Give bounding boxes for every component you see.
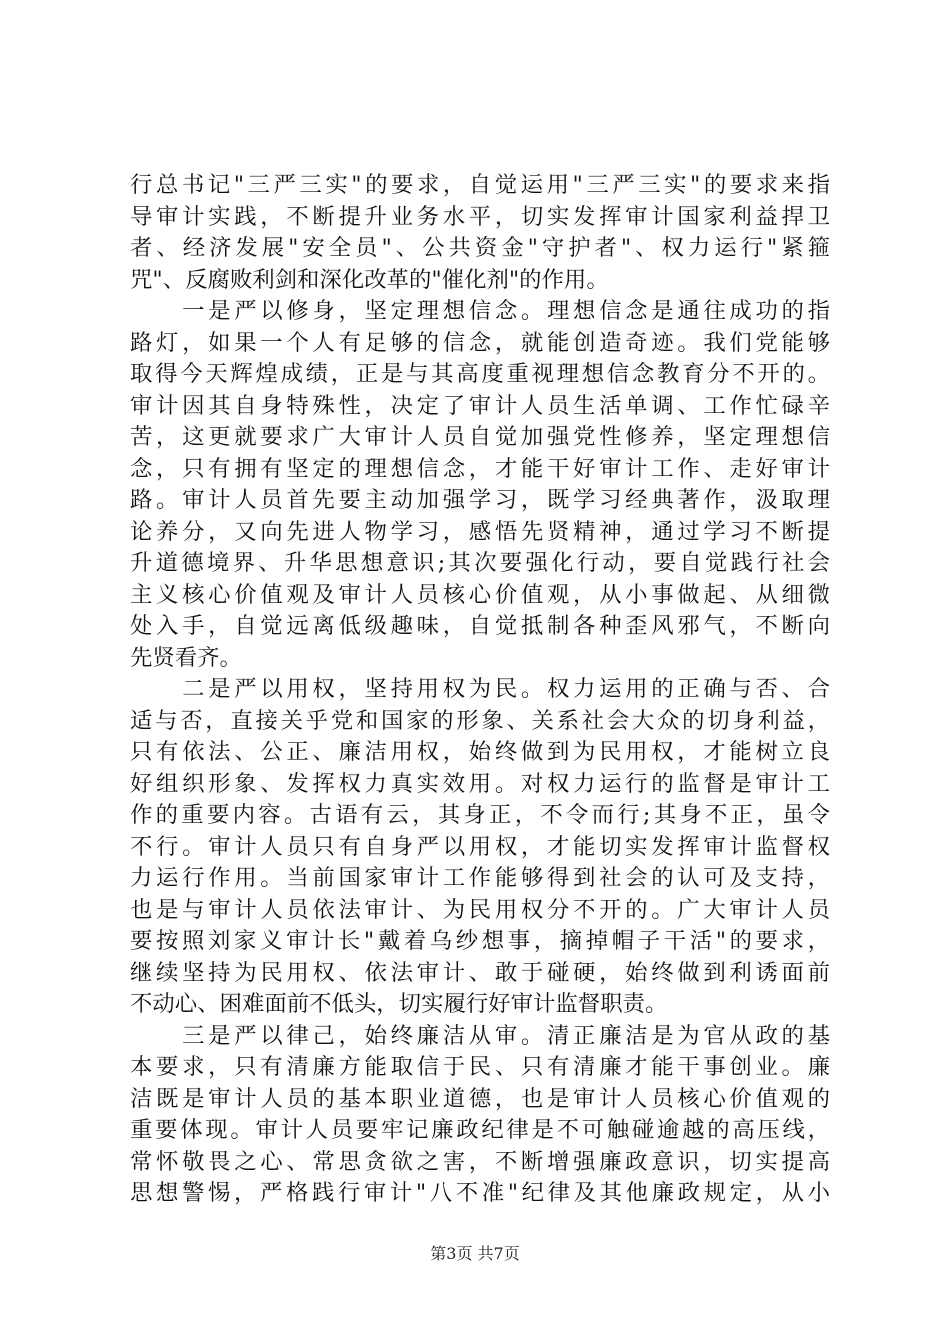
text-line: 路。审计人员首先要主动加强学习，既学习经典著作，汲取理 xyxy=(130,487,830,513)
body-text xyxy=(130,170,830,1210)
text-line: 也是与审计人员依法审计、为民用权分不开的。广大审计人员 xyxy=(130,896,830,923)
text-line: 主义核心价值观及审计人员核心价值观，从小事做起、从细微 xyxy=(130,581,830,608)
text-line: 力运行作用。当前国家审计工作能够得到社会的认可及支持， xyxy=(130,865,830,891)
text-line: 先贤看齐。 xyxy=(130,644,242,671)
text-line: 思想警惕，严格践行审计"八不准"纪律及其他廉政规定，从小 xyxy=(130,1180,830,1206)
text-line: 好组织形象、发挥权力真实效用。对权力运行的监督是审计工 xyxy=(130,770,830,797)
text-line: 不动心、困难面前不低头，切实履行好审计监督职责。 xyxy=(130,991,668,1017)
text-line: 者、经济发展"安全员"、公共资金"守护者"、权力运行"紧箍 xyxy=(130,235,830,261)
text-line: 路灯，如果一个人有足够的信念，就能创造奇迹。我们党能够 xyxy=(130,329,830,356)
text-line: 要按照刘家义审计长"戴着乌纱想事，摘掉帽子干活"的要求， xyxy=(130,928,830,954)
text-line: 适与否，直接关乎党和国家的形象、关系社会大众的切身利益， xyxy=(130,707,830,734)
text-line: 作的重要内容。古语有云，其身正，不令而行;其身不正，虽令 xyxy=(130,802,830,828)
text-line: 洁既是审计人员的基本职业道德，也是审计人员核心价值观的 xyxy=(130,1085,830,1112)
text-line: 审计因其自身特殊性，决定了审计人员生活单调、工作忙碌辛 xyxy=(130,392,830,419)
text-line: 只有依法、公正、廉洁用权，始终做到为民用权，才能树立良 xyxy=(130,739,830,765)
text-line: 一是严以修身，坚定理想信念。理想信念是通往成功的指 xyxy=(130,298,830,324)
page-footer: 第3页 共7页 xyxy=(430,1244,520,1263)
text-line: 重要体现。审计人员要牢记廉政纪律是不可触碰逾越的高压线， xyxy=(130,1117,830,1143)
text-line: 常怀敬畏之心、常思贪欲之害，不断增强廉政意识，切实提高 xyxy=(130,1148,830,1175)
text-line: 处入手，自觉远离低级趣味，自觉抵制各种歪风邪气，不断向 xyxy=(130,613,830,639)
text-line: 念，只有拥有坚定的理想信念，才能干好审计工作、走好审计 xyxy=(130,455,830,482)
text-line: 论养分，又向先进人物学习，感悟先贤精神，通过学习不断提 xyxy=(130,518,830,545)
text-line: 二是严以用权，坚持用权为民。权力运用的正确与否、合 xyxy=(130,676,830,702)
text-line: 取得今天辉煌成绩，正是与其高度重视理想信念教育分不开的。 xyxy=(130,361,830,387)
text-line: 本要求，只有清廉方能取信于民、只有清廉才能干事创业。廉 xyxy=(130,1054,830,1080)
text-line: 行总书记"三严三实"的要求，自觉运用"三严三实"的要求来指 xyxy=(130,172,830,198)
text-line: 导审计实践，不断提升业务水平，切实发挥审计国家利益捍卫 xyxy=(130,203,830,230)
text-line: 三是严以律己，始终廉洁从审。清正廉洁是为官从政的基 xyxy=(130,1022,830,1049)
text-line: 不行。审计人员只有自身严以用权，才能切实发挥审计监督权 xyxy=(130,833,830,860)
text-line: 继续坚持为民用权、依法审计、敢于碰硬，始终做到利诱面前 xyxy=(130,959,830,986)
text-line: 苦，这更就要求广大审计人员自觉加强党性修养，坚定理想信 xyxy=(130,424,830,450)
text-line: 咒"、反腐败利剑和深化改革的"催化剂"的作用。 xyxy=(130,266,609,293)
text-line: 升道德境界、升华思想意识;其次要强化行动，要自觉践行社会 xyxy=(130,550,830,576)
